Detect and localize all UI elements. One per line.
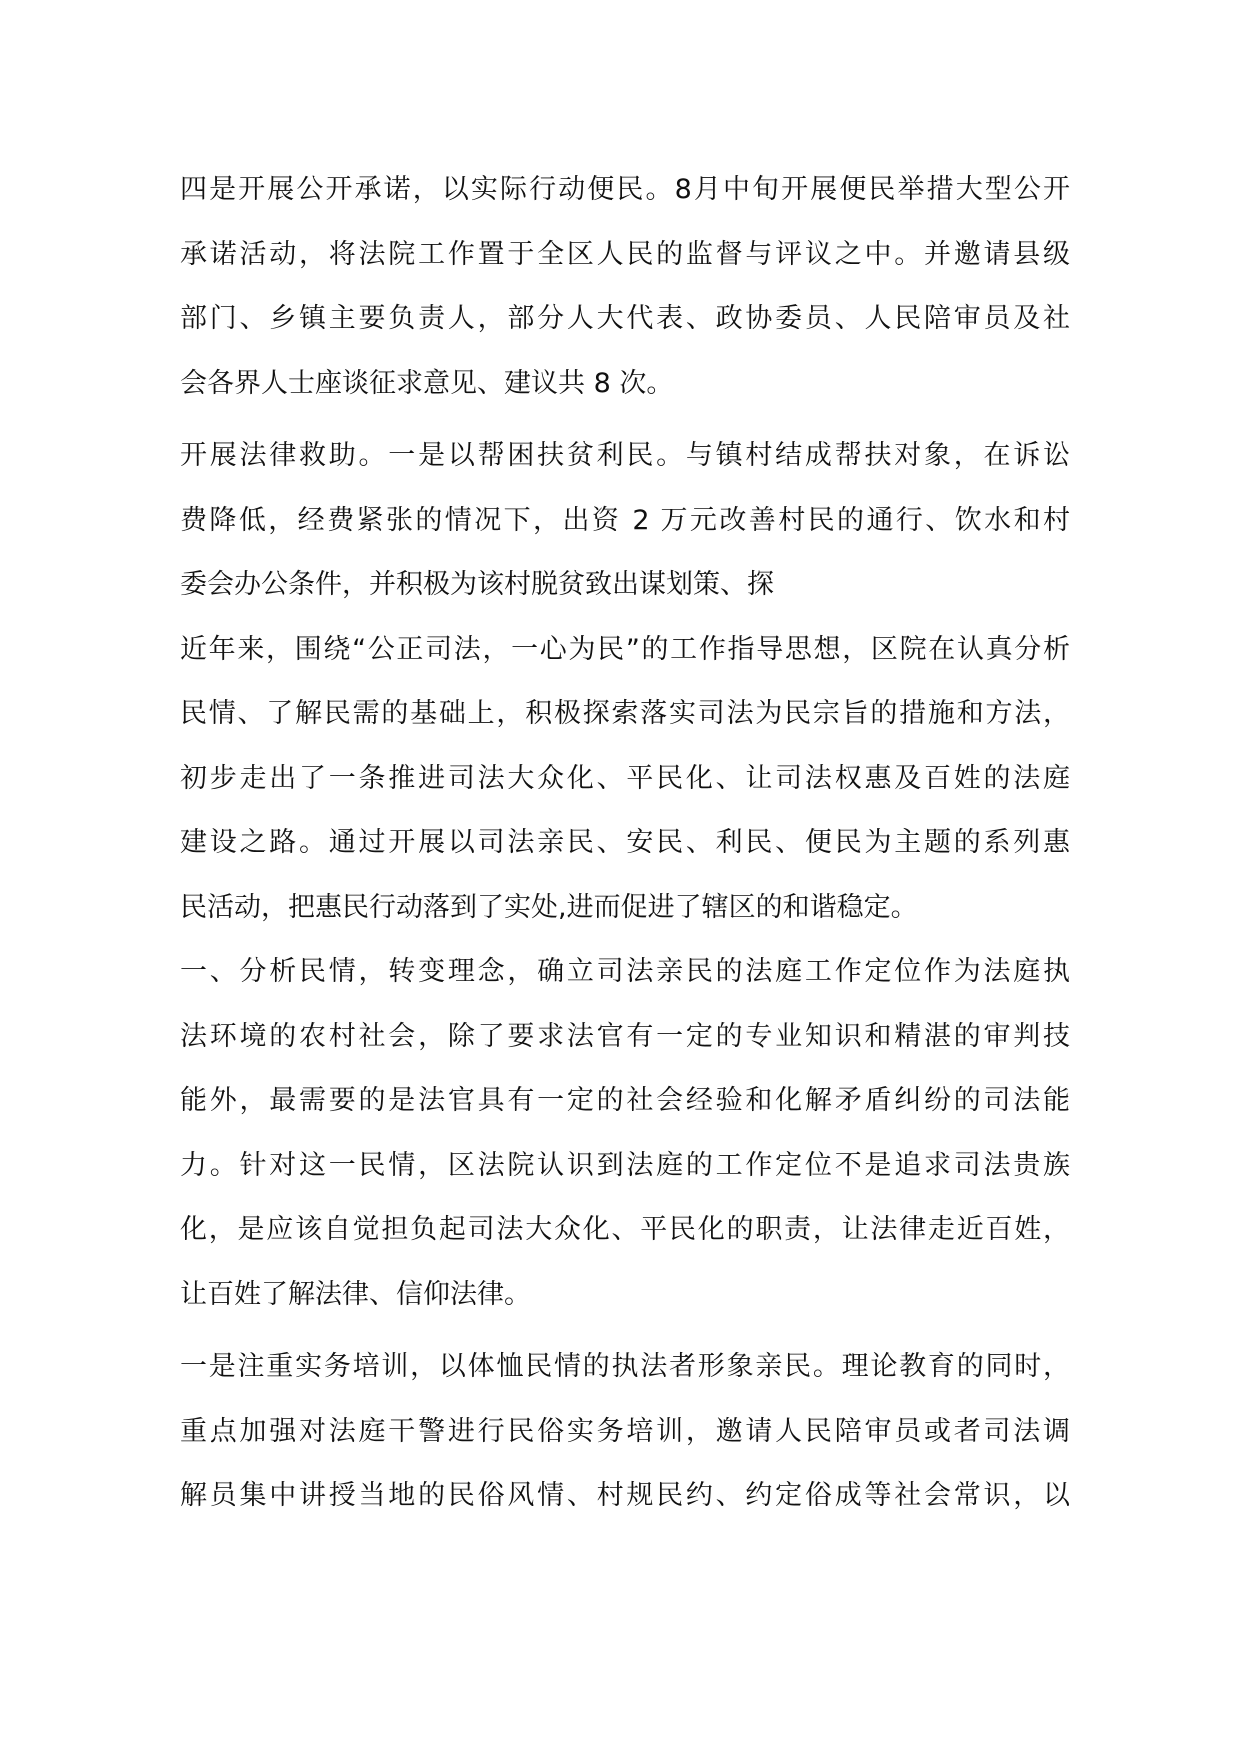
text-line: 民情、了解民需的基础上，积极探索落实司法为民宗旨的措施和方法， <box>180 698 1070 729</box>
paragraph-public-commitment <box>180 158 1070 416</box>
text-line: 化，是应该自觉担负起司法大众化、平民化的职责，让法律走近百姓， <box>180 1214 1070 1245</box>
paragraph-legal-aid <box>180 424 1070 618</box>
text-line: 解员集中讲授当地的民俗风情、村规民约、约定俗成等社会常识，以 <box>180 1480 1070 1511</box>
text-line: 初步走出了一条推进司法大众化、平民化、让司法权惠及百姓的法庭 <box>180 762 1070 794</box>
document-body <box>180 158 1070 1529</box>
text-line: 一、分析民情，转变理念，确立司法亲民的法庭工作定位作为法庭执 <box>180 956 1070 987</box>
paragraph-section-one <box>180 940 1070 1327</box>
text-line: 法环境的农村社会，除了要求法官有一定的专业知识和精湛的审判技 <box>180 1020 1070 1052</box>
text-line: 力。针对这一民情，区法院认识到法庭的工作定位不是追求司法贵族 <box>180 1149 1070 1181</box>
paragraph-intro <box>180 618 1070 941</box>
text-line: 能外，最需要的是法官具有一定的社会经验和化解矛盾纠纷的司法能 <box>180 1085 1070 1116</box>
text-line: 四是开展公开承诺，以实际行动便民。8月中旬开展便民举措大型公开 <box>180 174 1070 205</box>
text-line: 建设之路。通过开展以司法亲民、安民、利民、便民为主题的系列惠 <box>180 827 1070 858</box>
text-line: 会各界人士座谈征求意见、建议共 8 次。 <box>180 367 674 399</box>
text-line: 开展法律救助。一是以帮困扶贫利民。与镇村结成帮扶对象，在诉讼 <box>180 440 1070 471</box>
text-line: 委会办公条件，并积极为该村脱贫致出谋划策、探 <box>180 569 774 600</box>
text-line: 让百姓了解法律、信仰法律。 <box>180 1278 531 1310</box>
paragraph-training <box>180 1335 1070 1529</box>
text-line: 近年来，围绕“公正司法，一心为民”的工作指导思想，区院在认真分析 <box>180 633 1070 665</box>
text-line: 一是注重实务培训，以体恤民情的执法者形象亲民。理论教育的同时， <box>180 1351 1070 1382</box>
text-line: 重点加强对法庭干警进行民俗实务培训，邀请人民陪审员或者司法调 <box>180 1415 1070 1447</box>
text-line: 承诺活动，将法院工作置于全区人民的监督与评议之中。并邀请县级 <box>180 238 1070 270</box>
text-line: 部门、乡镇主要负责人，部分人大代表、政协委员、人民陪审员及社 <box>180 303 1070 334</box>
text-line: 民活动，把惠民行动落到了实处,进而促进了辖区的和谐稳定。 <box>180 891 918 923</box>
text-line: 费降低，经费紧张的情况下，出资 2 万元改善村民的通行、饮水和村 <box>180 504 1070 536</box>
